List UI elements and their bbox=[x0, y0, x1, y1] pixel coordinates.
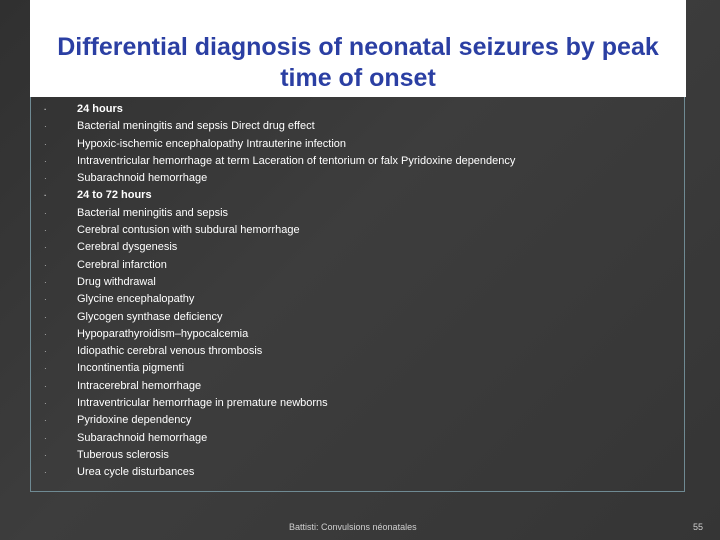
list-item-text: Cerebral contusion with subdural hemorrhage bbox=[77, 224, 300, 237]
list-item bbox=[44, 343, 515, 360]
list-item-text: Cerebral infarction bbox=[77, 258, 167, 271]
list-item bbox=[44, 118, 515, 135]
bullet-icon: · bbox=[44, 433, 47, 443]
list-item bbox=[44, 239, 515, 256]
list-item-text: Glycine encephalopathy bbox=[77, 293, 195, 306]
list-item-text: Subarachnoid hemorrhage bbox=[77, 431, 208, 444]
bullet-icon: · bbox=[44, 416, 47, 426]
bullet-icon: · bbox=[44, 347, 47, 357]
bullet-icon: · bbox=[44, 399, 47, 409]
list-item-text: Drug withdrawal bbox=[77, 275, 156, 288]
bullet-icon: · bbox=[44, 105, 47, 114]
list-item bbox=[44, 412, 515, 429]
bullet-icon: · bbox=[44, 243, 47, 253]
list-item bbox=[44, 274, 515, 291]
list-item bbox=[44, 309, 515, 326]
list-item bbox=[44, 222, 515, 239]
bullet-icon: · bbox=[44, 381, 47, 391]
list-item-text: Hypoparathyroidism–hypocalcemia bbox=[77, 327, 249, 340]
list-item bbox=[44, 464, 515, 481]
bullet-icon: · bbox=[44, 156, 47, 166]
slide-title: Differential diagnosis of neonatal seizures by peak time of onset bbox=[57, 33, 659, 92]
list-item bbox=[44, 395, 515, 412]
list-item-text: Glycogen synthase deficiency bbox=[77, 310, 223, 323]
list-item bbox=[44, 101, 515, 118]
bullet-icon: · bbox=[44, 450, 47, 460]
list-item-text: Idiopathic cerebral venous thrombosis bbox=[77, 345, 263, 358]
list-item-text: Intracerebral hemorrhage bbox=[77, 379, 202, 392]
list-item-text: Incontinentia pigmenti bbox=[77, 362, 185, 375]
list-item-text: Bacterial meningitis and sepsis bbox=[77, 206, 229, 219]
list-item bbox=[44, 326, 515, 343]
bullet-icon: · bbox=[44, 139, 47, 149]
bullet-icon: · bbox=[44, 122, 47, 132]
list-item-text: Urea cycle disturbances bbox=[77, 466, 195, 479]
list-item bbox=[44, 205, 515, 222]
bullet-icon: · bbox=[44, 295, 47, 305]
page-number: 55 bbox=[692, 522, 703, 532]
bullet-icon: · bbox=[44, 208, 47, 218]
list-item bbox=[44, 447, 515, 464]
bullet-icon: · bbox=[44, 191, 47, 201]
list-item-text: Bacterial meningitis and sepsis Direct drug effect bbox=[77, 120, 315, 133]
list-item bbox=[44, 257, 515, 274]
title-box bbox=[30, 0, 686, 97]
list-item-text: Cerebral dysgenesis bbox=[77, 241, 178, 254]
bullet-icon: · bbox=[44, 468, 47, 478]
list-item-text: Tuberous sclerosis bbox=[77, 448, 169, 461]
bullet-icon: · bbox=[44, 226, 47, 236]
bullet-icon: · bbox=[44, 312, 47, 322]
bullet-icon: · bbox=[44, 174, 47, 184]
list-item bbox=[44, 170, 515, 187]
bullet-icon: · bbox=[44, 260, 47, 270]
bullet-icon: · bbox=[44, 329, 47, 339]
list-item bbox=[44, 360, 515, 377]
bullet-icon: · bbox=[44, 277, 47, 287]
list-item bbox=[44, 378, 515, 395]
list-item-text: Pyridoxine dependency bbox=[77, 414, 192, 427]
list-item-text: Intraventricular hemorrhage at term Laceration of tentorium or falx Pyridoxine dependency bbox=[77, 154, 516, 167]
list-item bbox=[44, 430, 515, 447]
list-item-text: Subarachnoid hemorrhage bbox=[77, 172, 208, 185]
list-item-text: 24 to 72 hours bbox=[77, 189, 152, 202]
diagnosis-list bbox=[44, 101, 515, 482]
list-item-text: 24 hours bbox=[77, 103, 123, 115]
list-item-text: Hypoxic-ischemic encephalopathy Intrauterine infection bbox=[77, 137, 347, 150]
footer-text: Battisti: Convulsions néonatales bbox=[289, 522, 417, 532]
list-item bbox=[44, 187, 515, 204]
bullet-icon: · bbox=[44, 364, 47, 374]
list-item bbox=[44, 136, 515, 153]
list-item-text: Intraventricular hemorrhage in premature newborns bbox=[77, 397, 328, 410]
list-item bbox=[44, 153, 515, 170]
list-item bbox=[44, 291, 515, 308]
